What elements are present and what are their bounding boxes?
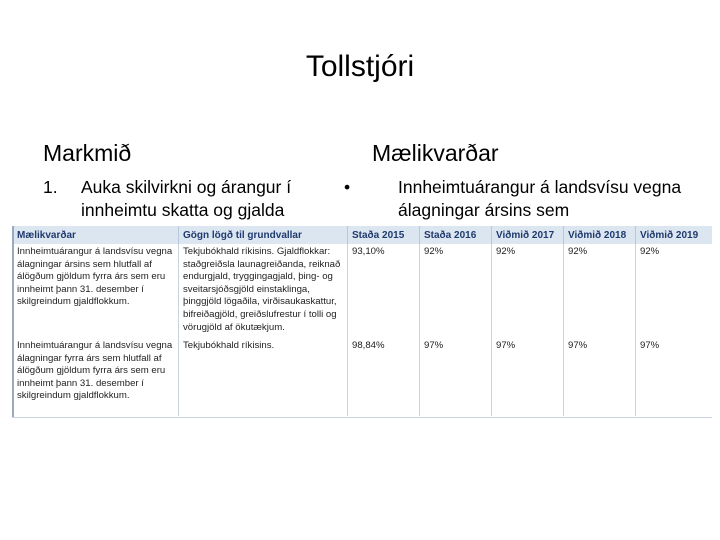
measure-cell: Innheimtuárangur á landsvísu vegna álagningar fyrra árs sem hlutfall af álögðum gjöldum fyrra árs sem eru innheimt þann 31. desember í skilgreindum gjaldflokkum. <box>13 336 179 416</box>
value-cell: 98,84% <box>348 336 420 416</box>
header-cell-2017: Viðmið 2017 <box>492 226 564 244</box>
header-cell-2015: Staða 2015 <box>348 226 420 244</box>
table-row <box>13 336 713 416</box>
header-cell-basis: Gögn lögð til grundvallar <box>179 226 348 244</box>
header-cell-2018: Viðmið 2018 <box>564 226 636 244</box>
header-cell-2016: Staða 2016 <box>420 226 492 244</box>
header-cell-measures: Mælikvarðar <box>13 226 179 244</box>
value-cell: 93,10% <box>348 244 420 336</box>
list-number: 1. <box>43 177 58 197</box>
table-bottom-border <box>12 417 712 418</box>
basis-cell: Tekjubókhald ríkisins. <box>179 336 348 416</box>
value-cell: 92% <box>640 246 660 257</box>
value-cell: 92% <box>492 244 564 336</box>
slide-title: Tollstjóri <box>305 50 415 83</box>
value-cell: 97% <box>564 336 636 416</box>
table-header-row <box>13 226 713 244</box>
measures-table <box>12 226 712 418</box>
measure-text: Innheimtuárangur á landsvísu vegna álagningar ársins sem <box>398 177 682 220</box>
measure-list-item <box>340 176 700 222</box>
table-row <box>13 244 713 336</box>
goal-text: Auka skilvirkni og árangur í innheimtu skatta og gjalda <box>81 177 292 220</box>
value-cell: 92% <box>420 244 492 336</box>
goals-heading: Markmið <box>43 140 132 166</box>
measure-cell: Innheimtuárangur á landsvísu vegna álagningar ársins sem hlutfall af álögðum gjöldum fyrra árs sem eru innheimt þann 31. desember í skilgreindum gjaldflokkum. <box>13 244 179 336</box>
basis-cell: Tekjubókhald ríkisins. Gjaldflokkar: staðgreiðsla launagreiðanda, reiknað endurgjald, tryggingagjald, þing- og sveitarsjóðsgjöld einstaklinga, þinggjöld lögaðila, virðisaukaskattur, bifreiðagjöld, greiðslufrestur í tolli og vörugjöld af ökutækjum. <box>179 244 348 336</box>
bullet-icon: • <box>344 177 351 197</box>
value-cell: 97% <box>420 336 492 416</box>
goal-list-item <box>43 176 343 222</box>
table-left-border <box>12 226 14 418</box>
measures-heading: Mælikvarðar <box>372 140 499 166</box>
header-cell-2019: Viðmið 2019 <box>636 226 713 244</box>
value-cell: 97% <box>492 336 564 416</box>
value-cell: 97% <box>640 340 660 351</box>
value-cell: 92% <box>564 244 636 336</box>
